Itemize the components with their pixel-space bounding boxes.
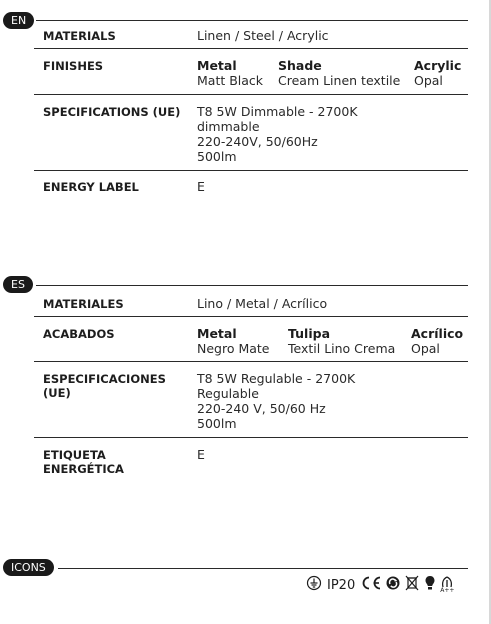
materials-label: MATERIALS: [43, 29, 116, 43]
finish-acrylic-value: Opal: [414, 73, 443, 88]
energy-label: ENERGY LABEL: [43, 180, 139, 194]
etiqueta-value: E: [197, 447, 205, 462]
finish-metal-head: Metal: [197, 58, 237, 73]
spec-line-1: T8 5W Dimmable - 2700K: [197, 104, 358, 119]
specifications-label: SPECIFICATIONS (UE): [43, 105, 181, 119]
row-divider: [34, 437, 468, 438]
section-tag-es: ES: [3, 276, 33, 293]
row-divider: [34, 48, 468, 49]
recycle-icon: [385, 575, 401, 596]
energy-class-icon: [440, 576, 454, 594]
bulb-icon: [423, 574, 437, 597]
materiales-label: MATERIALES: [43, 297, 124, 311]
spec-line-3: 220-240V, 50/60Hz: [197, 134, 318, 149]
etiqueta-label-line-2: ENERGÉTICA: [43, 462, 124, 476]
energy-class-caption: A++: [440, 587, 455, 594]
materials-value: Linen / Steel / Acrylic: [197, 28, 329, 43]
finishes-label: FINISHES: [43, 59, 104, 73]
row-divider: [34, 361, 468, 362]
especificacion-line-4: 500lm: [197, 416, 237, 431]
acabado-acrilico-value: Opal: [411, 341, 440, 356]
crossed-bin-icon: [404, 574, 420, 597]
acabado-tulipa-value: Textil Lino Crema: [288, 341, 396, 356]
ce-mark: [360, 575, 382, 596]
acabado-acrilico-head: Acrílico: [411, 326, 464, 341]
row-divider: [34, 94, 468, 95]
especificaciones-label-line-2: (UE): [43, 386, 71, 400]
earth-ground-icon: [306, 575, 322, 596]
section-line-icons: [58, 568, 468, 569]
finish-shade-head: Shade: [278, 58, 322, 73]
acabado-metal-head: Metal: [197, 326, 237, 341]
acabado-tulipa-head: Tulipa: [288, 326, 331, 341]
especificaciones-label-line-1: ESPECIFICACIONES: [43, 372, 166, 386]
etiqueta-label-line-1: ETIQUETA: [43, 448, 106, 462]
acabado-metal-value: Negro Mate: [197, 341, 270, 356]
especificacion-line-2: Regulable: [197, 386, 259, 401]
spec-line-4: 500lm: [197, 149, 237, 164]
materiales-value: Lino / Metal / Acrílico: [197, 296, 328, 311]
ip-rating: IP20: [327, 577, 356, 593]
spec-line-2: dimmable: [197, 119, 260, 134]
acabados-label: ACABADOS: [43, 327, 115, 341]
finish-shade-value: Cream Linen textile: [278, 73, 401, 88]
row-divider: [34, 170, 468, 171]
finish-acrylic-head: Acrylic: [414, 58, 462, 73]
especificacion-line-3: 220-240 V, 50/60 Hz: [197, 401, 326, 416]
finish-metal-value: Matt Black: [197, 73, 264, 88]
section-line-es: [36, 285, 468, 286]
energy-value: E: [197, 179, 205, 194]
row-divider: [34, 316, 468, 317]
especificacion-line-1: T8 5W Regulable - 2700K: [197, 371, 356, 386]
certification-icons: [306, 575, 454, 595]
section-tag-en: EN: [3, 12, 34, 29]
section-line-en: [36, 20, 468, 21]
section-tag-icons: ICONS: [3, 559, 54, 576]
